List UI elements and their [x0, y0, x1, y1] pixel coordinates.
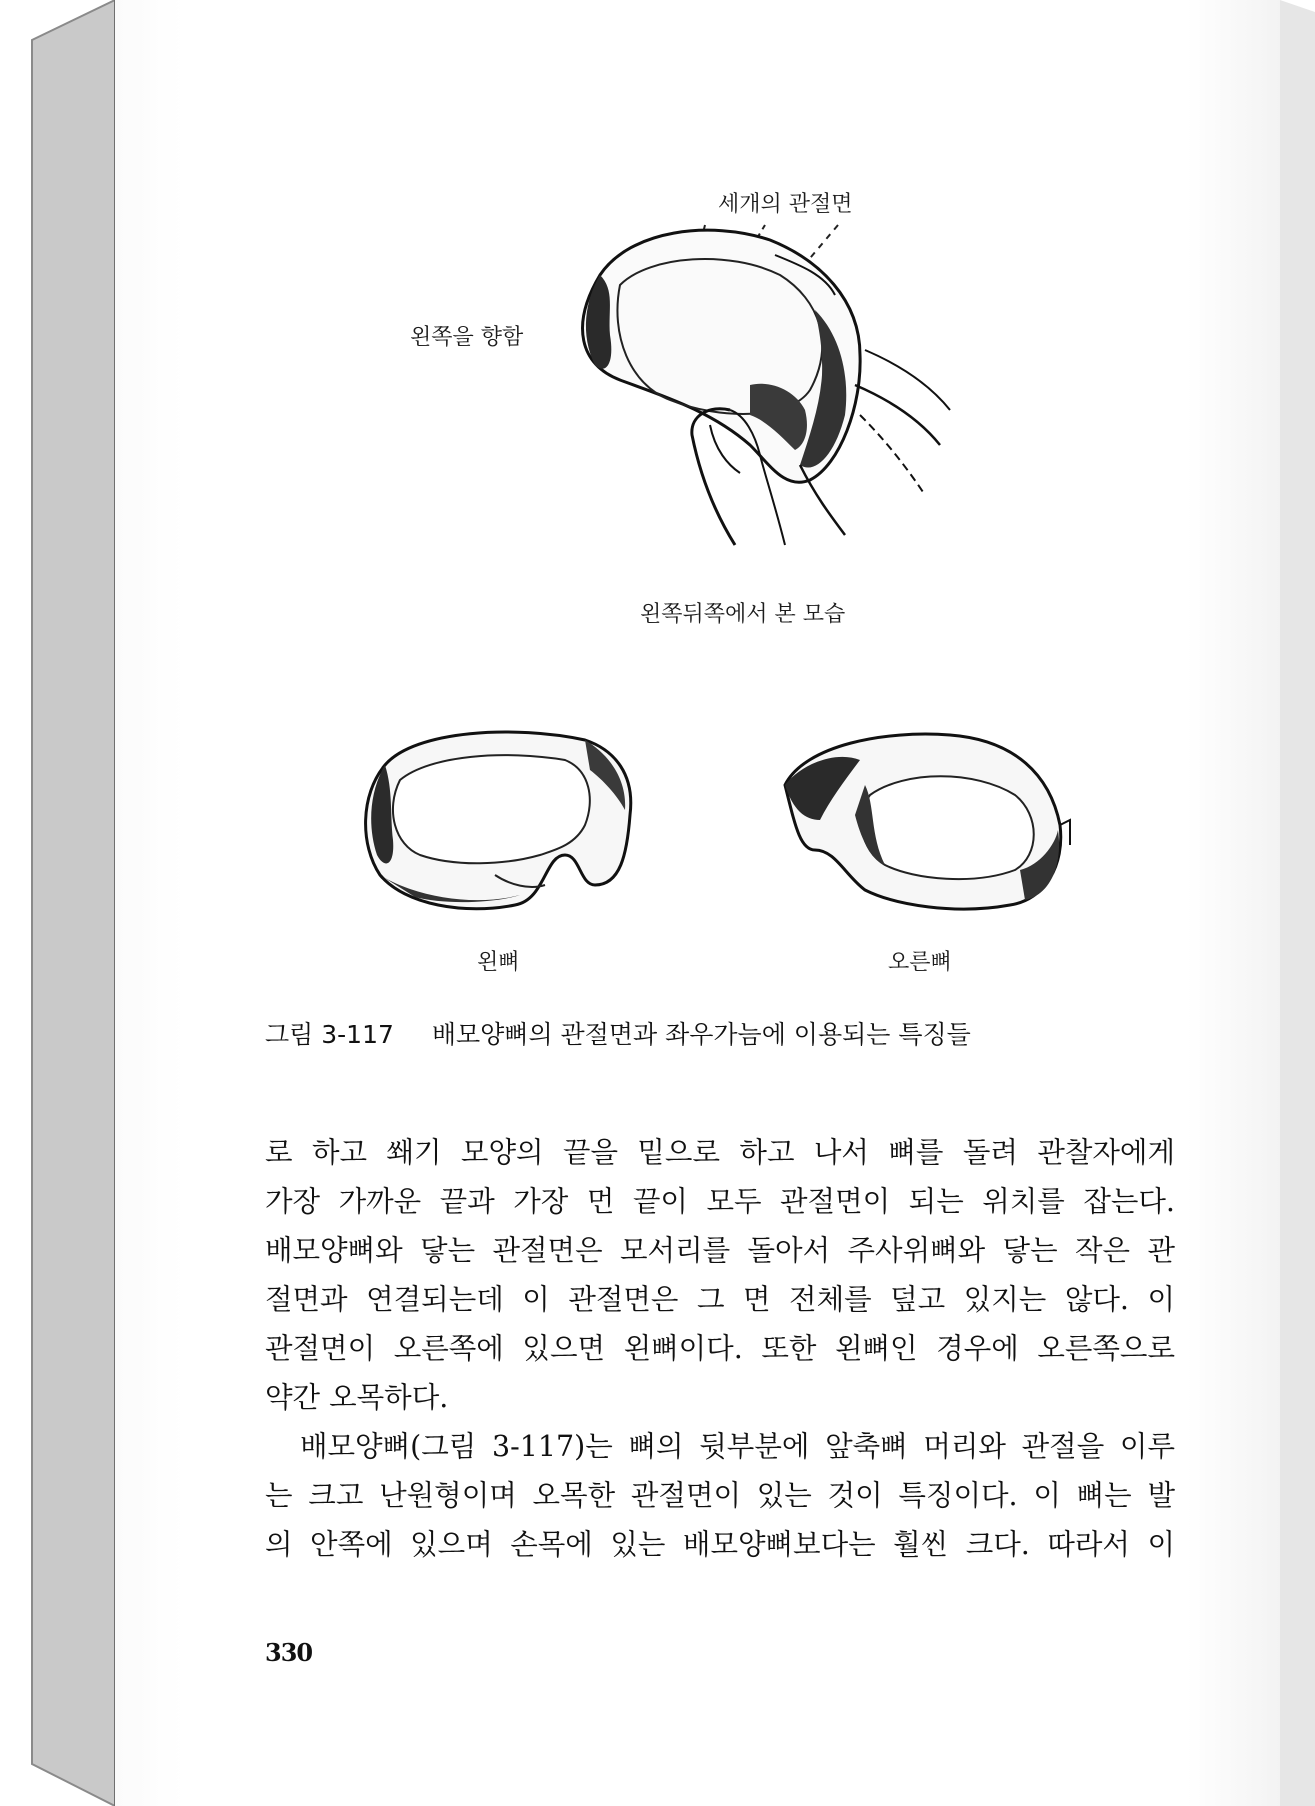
- label-three-facets: 세개의 관절면: [718, 192, 853, 217]
- navicular-left-posterior-illustration: [560, 215, 1000, 575]
- body-line: 관절면이 오른쪽에 있으면 왼뼈이다. 또한 왼뼈인 경우에 오른쪽으로: [265, 1332, 1175, 1365]
- body-line: 배모양뼈(그림 3-117)는 뼈의 뒷부분에 앞축뼈 머리와 관절을 이루: [300, 1430, 1175, 1463]
- label-right-bone: 오른뼈: [888, 950, 952, 975]
- figure-caption-text: 배모양뼈의 관절면과 좌우가늠에 이용되는 특징들: [431, 1020, 971, 1049]
- label-view-caption: 왼쪽뒤쪽에서 본 모습: [640, 602, 846, 627]
- label-left-bone: 왼뼈: [477, 950, 520, 975]
- right-navicular-illustration: [775, 725, 1075, 925]
- body-line: 약간 오목하다.: [265, 1381, 449, 1414]
- figure-number: 그림 3-117: [265, 1020, 394, 1049]
- page-number: 330: [265, 1638, 313, 1667]
- body-line: 는 크고 난원형이며 오목한 관절면이 있는 것이 특징이다. 이 뼈는 발: [265, 1479, 1175, 1512]
- left-navicular-illustration: [355, 725, 640, 925]
- body-line: 절면과 연결되는데 이 관절면은 그 면 전체를 덮고 있지는 않다. 이: [265, 1283, 1175, 1316]
- body-text: [265, 1128, 1175, 1569]
- body-line: 가장 가까운 끝과 가장 먼 끝이 모두 관절면이 되는 위치를 잡는다.: [265, 1185, 1175, 1218]
- body-line: 배모양뼈와 닿는 관절면은 모서리를 돌아서 주사위뼈와 닿는 작은 관: [265, 1234, 1175, 1267]
- body-line: 의 안쪽에 있으며 손목에 있는 배모양뼈보다는 훨씬 크다. 따라서 이: [265, 1528, 1175, 1561]
- body-line: 로 하고 쐐기 모양의 끝을 밑으로 하고 나서 뼈를 돌려 관찰자에게: [265, 1136, 1175, 1169]
- figure-caption: [265, 1015, 971, 1051]
- label-faces-left: 왼쪽을 향함: [410, 325, 524, 350]
